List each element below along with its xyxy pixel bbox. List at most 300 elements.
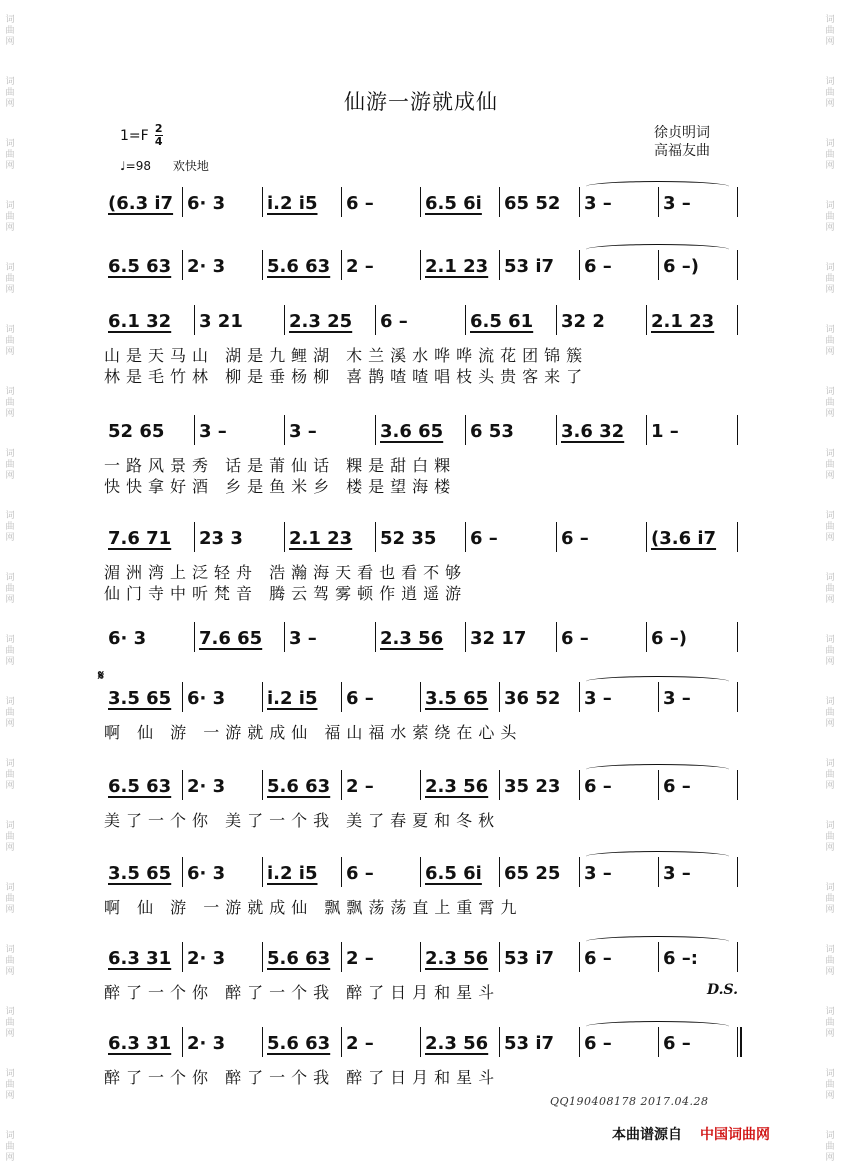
barline <box>420 857 421 887</box>
measure: 3 – <box>584 863 612 884</box>
measure: 3 – <box>663 863 691 884</box>
watermark-char: 词 <box>825 76 835 87</box>
score-system <box>104 768 738 829</box>
measure: 6· 3 <box>187 688 226 709</box>
watermark-char: 曲 <box>5 769 15 780</box>
measure: 6 – <box>346 193 374 214</box>
watermark-char: 词 <box>5 820 15 831</box>
watermark-char: 词 <box>825 138 835 149</box>
measure: 3 21 <box>199 311 243 332</box>
measure: 6.3 31 <box>108 948 172 969</box>
barline <box>737 187 738 217</box>
watermark-char: 词 <box>825 572 835 583</box>
watermark-char: 曲 <box>825 335 835 346</box>
barline <box>341 250 342 280</box>
barline <box>341 1027 342 1057</box>
watermark-char: 曲 <box>5 645 15 656</box>
time-signature <box>155 124 163 147</box>
watermark-char: 网 <box>825 780 835 791</box>
watermark-char: 词 <box>5 1006 15 1017</box>
lyric-line: 林是毛竹林 柳是垂杨柳 喜鹊喳喳唱枝头贵客来了 <box>104 367 589 386</box>
measure: 5.6 63 <box>267 948 331 969</box>
watermark-char: 曲 <box>825 1141 835 1152</box>
watermark-char: 词 <box>5 200 15 211</box>
measure: 53 i7 <box>504 1033 555 1054</box>
watermark-char: 词 <box>825 448 835 459</box>
measure: 6 – <box>663 1033 691 1054</box>
lyric-line: 醉了一个你 醉了一个我 醉了日月和星斗 <box>104 1068 501 1087</box>
watermark-char: 曲 <box>825 831 835 842</box>
barline <box>646 522 647 552</box>
barline <box>284 305 285 335</box>
watermark-char: 词 <box>5 14 15 25</box>
barline <box>499 857 500 887</box>
watermark-char: 网 <box>5 718 15 729</box>
measure: 65 52 <box>504 193 561 214</box>
barline <box>262 857 263 887</box>
measure: (3.6 i7 <box>651 528 717 549</box>
watermark-char: 网 <box>5 284 15 295</box>
composer: 高福友曲 <box>654 143 710 159</box>
signature-note: QQ190408178 2017.04.28 <box>550 1095 709 1108</box>
barline <box>499 187 500 217</box>
measure: 6.5 63 <box>108 776 172 797</box>
barline <box>556 622 557 652</box>
measure: 2· 3 <box>187 948 226 969</box>
watermark-char: 曲 <box>5 273 15 284</box>
score-system <box>104 413 738 495</box>
watermark-char: 词 <box>5 138 15 149</box>
watermark-char: 曲 <box>825 211 835 222</box>
measure: 2· 3 <box>187 256 226 277</box>
barline <box>420 187 421 217</box>
ds-mark: D.S. <box>706 982 738 998</box>
key-signature <box>120 124 163 147</box>
watermark-char: 网 <box>5 1090 15 1101</box>
segno-sign: 𝄋 <box>98 668 105 684</box>
watermark-char: 词 <box>5 262 15 273</box>
watermark-char: 曲 <box>5 1017 15 1028</box>
notation-line <box>104 855 738 895</box>
watermark-char: 曲 <box>5 459 15 470</box>
barline <box>341 857 342 887</box>
score-system <box>104 620 738 660</box>
barline <box>646 415 647 445</box>
watermark-char: 曲 <box>825 459 835 470</box>
barline <box>646 622 647 652</box>
measure: 3 – <box>584 193 612 214</box>
measure: 5.6 63 <box>267 256 331 277</box>
watermark-char: 曲 <box>825 707 835 718</box>
measure: 65 25 <box>504 863 561 884</box>
tie-slur <box>586 1021 729 1032</box>
notation-line <box>104 940 738 980</box>
watermark-char: 曲 <box>5 831 15 842</box>
measure: 2 – <box>346 948 374 969</box>
credits <box>654 124 710 160</box>
barline <box>579 942 580 972</box>
barline <box>262 770 263 800</box>
watermark-char: 词 <box>825 882 835 893</box>
barline <box>579 1027 580 1057</box>
barline <box>556 522 557 552</box>
measure: 6 – <box>584 948 612 969</box>
watermark-char: 曲 <box>5 707 15 718</box>
measure: 6· 3 <box>187 863 226 884</box>
watermark-char: 网 <box>5 98 15 109</box>
time-bottom: 4 <box>154 135 163 148</box>
watermark-right <box>822 0 838 1171</box>
barline <box>194 415 195 445</box>
notation-line <box>104 680 738 720</box>
source-line <box>612 1124 770 1144</box>
lyric-line: 一路风景秀 话是莆仙话 粿是甜白粿 <box>104 456 457 475</box>
measure: 53 i7 <box>504 948 555 969</box>
barline <box>737 415 738 445</box>
tempo-mark: ♩=98 <box>120 159 151 173</box>
watermark-char: 网 <box>825 656 835 667</box>
measure: 2.1 23 <box>651 311 715 332</box>
barline <box>194 522 195 552</box>
watermark-char: 网 <box>5 1028 15 1039</box>
tie-slur <box>586 936 729 947</box>
watermark-char: 曲 <box>825 273 835 284</box>
watermark-char: 网 <box>5 904 15 915</box>
barline <box>194 305 195 335</box>
measure: 6.5 61 <box>470 311 534 332</box>
measure: 3.6 32 <box>561 421 625 442</box>
watermark-char: 词 <box>5 944 15 955</box>
watermark-char: 网 <box>5 222 15 233</box>
measure: 3 – <box>289 628 317 649</box>
barline <box>375 415 376 445</box>
barline <box>182 1027 183 1057</box>
barline <box>737 857 738 887</box>
barline <box>182 187 183 217</box>
watermark-char: 词 <box>825 262 835 273</box>
barline <box>737 682 738 712</box>
final-barline <box>740 1027 742 1057</box>
barline <box>579 682 580 712</box>
measure: 6.5 6i <box>425 193 482 214</box>
watermark-char: 曲 <box>825 521 835 532</box>
barline <box>737 522 738 552</box>
barline <box>465 522 466 552</box>
barline <box>420 770 421 800</box>
measure: 36 52 <box>504 688 561 709</box>
watermark-char: 词 <box>825 696 835 707</box>
barline <box>737 305 738 335</box>
watermark-char: 网 <box>825 222 835 233</box>
barline <box>284 522 285 552</box>
lyric-line: 仙门寺中听梵音 腾云驾雾顿作逍遥游 <box>104 584 468 603</box>
measure: 6.5 63 <box>108 256 172 277</box>
watermark-char: 曲 <box>825 397 835 408</box>
tie-slur <box>586 851 729 862</box>
measure: 3.5 65 <box>425 688 489 709</box>
measure: 2· 3 <box>187 1033 226 1054</box>
measure: 23 3 <box>199 528 243 549</box>
watermark-char: 网 <box>825 284 835 295</box>
watermark-char: 词 <box>5 386 15 397</box>
notation-line <box>104 1025 738 1065</box>
watermark-char: 词 <box>5 758 15 769</box>
barline <box>556 415 557 445</box>
barline <box>420 942 421 972</box>
source-label: 本曲谱源自 <box>612 1127 682 1143</box>
measure: 6.3 31 <box>108 1033 172 1054</box>
measure: 6 – <box>561 628 589 649</box>
measure: 6 – <box>584 256 612 277</box>
measure: 6 – <box>584 1033 612 1054</box>
lyric-line: 湄洲湾上泛轻舟 浩瀚海天看也看不够 <box>104 563 468 582</box>
watermark-char: 网 <box>825 842 835 853</box>
measure: 2 – <box>346 776 374 797</box>
measure: 7.6 65 <box>199 628 263 649</box>
measure: 3.5 65 <box>108 863 172 884</box>
measure: 6 – <box>346 863 374 884</box>
score-system <box>104 520 738 602</box>
measure: 2.3 56 <box>425 1033 489 1054</box>
score-system <box>104 680 738 741</box>
watermark-char: 网 <box>5 656 15 667</box>
barline <box>420 250 421 280</box>
watermark-char: 网 <box>5 470 15 481</box>
measure: 6 –) <box>663 256 700 277</box>
watermark-char: 曲 <box>5 25 15 36</box>
watermark-char: 词 <box>825 758 835 769</box>
score-system <box>104 248 738 288</box>
watermark-char: 词 <box>825 1130 835 1141</box>
measure: 6.5 6i <box>425 863 482 884</box>
measure: 6 53 <box>470 421 514 442</box>
measure: 2· 3 <box>187 776 226 797</box>
barline <box>182 250 183 280</box>
measure: 6 – <box>470 528 498 549</box>
measure: 2.3 25 <box>289 311 353 332</box>
notation-line <box>104 185 738 225</box>
watermark-char: 网 <box>825 98 835 109</box>
measure: 6 – <box>346 688 374 709</box>
barline <box>499 942 500 972</box>
watermark-char: 网 <box>5 346 15 357</box>
tie-slur <box>586 244 729 255</box>
watermark-char: 网 <box>825 532 835 543</box>
notation-line <box>104 768 738 808</box>
measure: 3.5 65 <box>108 688 172 709</box>
watermark-char: 词 <box>5 448 15 459</box>
measure: 5.6 63 <box>267 776 331 797</box>
lyric-line: 快快拿好酒 乡是鱼米乡 楼是望海楼 <box>104 477 457 496</box>
notation-line <box>104 413 738 453</box>
measure: 2.3 56 <box>425 776 489 797</box>
watermark-char: 网 <box>5 160 15 171</box>
watermark-char: 曲 <box>825 149 835 160</box>
barline <box>262 187 263 217</box>
barline <box>499 1027 500 1057</box>
measure: 2 – <box>346 256 374 277</box>
barline <box>341 187 342 217</box>
score-system <box>104 303 738 385</box>
measure: 6 – <box>561 528 589 549</box>
watermark-char: 词 <box>5 634 15 645</box>
watermark-char: 网 <box>825 408 835 419</box>
watermark-char: 曲 <box>5 583 15 594</box>
barline <box>182 770 183 800</box>
song-title: 仙游一游就成仙 <box>344 90 498 114</box>
lyric-line: 美了一个你 美了一个我 美了春夏和冬秋 <box>104 811 501 830</box>
watermark-char: 曲 <box>5 1079 15 1090</box>
notation-line <box>104 248 738 288</box>
watermark-char: 曲 <box>5 335 15 346</box>
watermark-char: 曲 <box>825 25 835 36</box>
tempo-line <box>120 157 227 174</box>
barline <box>499 770 500 800</box>
barline <box>375 305 376 335</box>
watermark-char: 曲 <box>5 397 15 408</box>
measure: 6.1 32 <box>108 311 172 332</box>
watermark-char: 词 <box>825 1006 835 1017</box>
measure: 2.1 23 <box>289 528 353 549</box>
lyric-line: 山是天马山 湖是九鲤湖 木兰溪水哗哗流花团锦簇 <box>104 346 589 365</box>
score-system <box>104 855 738 916</box>
watermark-char: 网 <box>825 1028 835 1039</box>
watermark-char: 曲 <box>825 955 835 966</box>
watermark-char: 网 <box>5 780 15 791</box>
score-system <box>104 185 738 225</box>
source-brand: 中国词曲网 <box>700 1127 770 1143</box>
barline <box>737 942 738 972</box>
time-top: 2 <box>154 122 163 135</box>
watermark-char: 网 <box>5 36 15 47</box>
score-system <box>104 940 738 1001</box>
watermark-char: 词 <box>5 882 15 893</box>
watermark-char: 词 <box>5 324 15 335</box>
watermark-char: 网 <box>5 1152 15 1163</box>
watermark-char: 网 <box>825 346 835 357</box>
watermark-char: 曲 <box>825 87 835 98</box>
barline <box>420 682 421 712</box>
barline <box>262 1027 263 1057</box>
watermark-char: 曲 <box>825 1079 835 1090</box>
measure: 6· 3 <box>108 628 147 649</box>
watermark-char: 词 <box>5 1068 15 1079</box>
watermark-char: 曲 <box>5 955 15 966</box>
watermark-char: 词 <box>825 200 835 211</box>
measure: 5.6 63 <box>267 1033 331 1054</box>
watermark-char: 词 <box>825 944 835 955</box>
barline <box>579 250 580 280</box>
measure: 52 35 <box>380 528 437 549</box>
measure: 2.1 23 <box>425 256 489 277</box>
watermark-char: 词 <box>5 76 15 87</box>
measure: 6 –: <box>663 948 698 969</box>
watermark-char: 词 <box>5 696 15 707</box>
watermark-char: 曲 <box>825 583 835 594</box>
barline <box>284 415 285 445</box>
watermark-char: 词 <box>825 1068 835 1079</box>
lyric-line: 啊 仙 游 一游就成仙 福山福水萦绕在心头 <box>104 723 523 742</box>
watermark-char: 网 <box>5 842 15 853</box>
watermark-char: 网 <box>5 966 15 977</box>
watermark-char: 词 <box>5 1130 15 1141</box>
key-label: 1=F <box>120 127 149 144</box>
tie-slur <box>586 676 729 687</box>
expression-mark: 欢快地 <box>172 159 209 173</box>
watermark-char: 曲 <box>825 645 835 656</box>
measure: 1 – <box>651 421 679 442</box>
watermark-char: 词 <box>825 634 835 645</box>
barline <box>465 415 466 445</box>
measure: 7.6 71 <box>108 528 172 549</box>
watermark-char: 网 <box>825 1090 835 1101</box>
barline <box>420 1027 421 1057</box>
watermark-char: 网 <box>825 1152 835 1163</box>
barline <box>262 942 263 972</box>
barline <box>465 305 466 335</box>
barline <box>182 942 183 972</box>
measure: 52 65 <box>108 421 165 442</box>
measure: 6 –) <box>651 628 688 649</box>
watermark-char: 词 <box>825 820 835 831</box>
watermark-char: 词 <box>825 510 835 521</box>
watermark-char: 网 <box>825 470 835 481</box>
measure: i.2 i5 <box>267 688 318 709</box>
barline <box>737 622 738 652</box>
score-system <box>104 1025 738 1086</box>
measure: 6· 3 <box>187 193 226 214</box>
watermark-left <box>2 0 18 1171</box>
notation-line <box>104 303 738 343</box>
measure: (6.3 i7 <box>108 193 174 214</box>
barline <box>341 682 342 712</box>
watermark-char: 网 <box>825 36 835 47</box>
watermark-char: 曲 <box>825 1017 835 1028</box>
watermark-char: 曲 <box>825 769 835 780</box>
watermark-char: 网 <box>5 408 15 419</box>
measure: 6 – <box>584 776 612 797</box>
measure: 35 23 <box>504 776 561 797</box>
watermark-char: 曲 <box>5 521 15 532</box>
measure: 3 – <box>584 688 612 709</box>
watermark-char: 词 <box>5 510 15 521</box>
measure: 3.6 65 <box>380 421 444 442</box>
tie-slur <box>586 181 729 192</box>
watermark-char: 网 <box>825 594 835 605</box>
measure: 2 – <box>346 1033 374 1054</box>
barline <box>182 682 183 712</box>
measure: 32 17 <box>470 628 527 649</box>
measure: 2.3 56 <box>425 948 489 969</box>
watermark-char: 曲 <box>825 893 835 904</box>
watermark-char: 曲 <box>5 211 15 222</box>
measure: 3 – <box>199 421 227 442</box>
barline <box>375 622 376 652</box>
barline <box>737 250 738 280</box>
watermark-char: 词 <box>825 324 835 335</box>
watermark-char: 词 <box>825 386 835 397</box>
barline <box>284 622 285 652</box>
barline <box>556 305 557 335</box>
watermark-char: 曲 <box>5 893 15 904</box>
watermark-char: 曲 <box>5 149 15 160</box>
barline <box>262 250 263 280</box>
barline <box>194 622 195 652</box>
watermark-char: 网 <box>825 966 835 977</box>
measure: 3 – <box>289 421 317 442</box>
measure: 53 i7 <box>504 256 555 277</box>
notation-line <box>104 620 738 660</box>
